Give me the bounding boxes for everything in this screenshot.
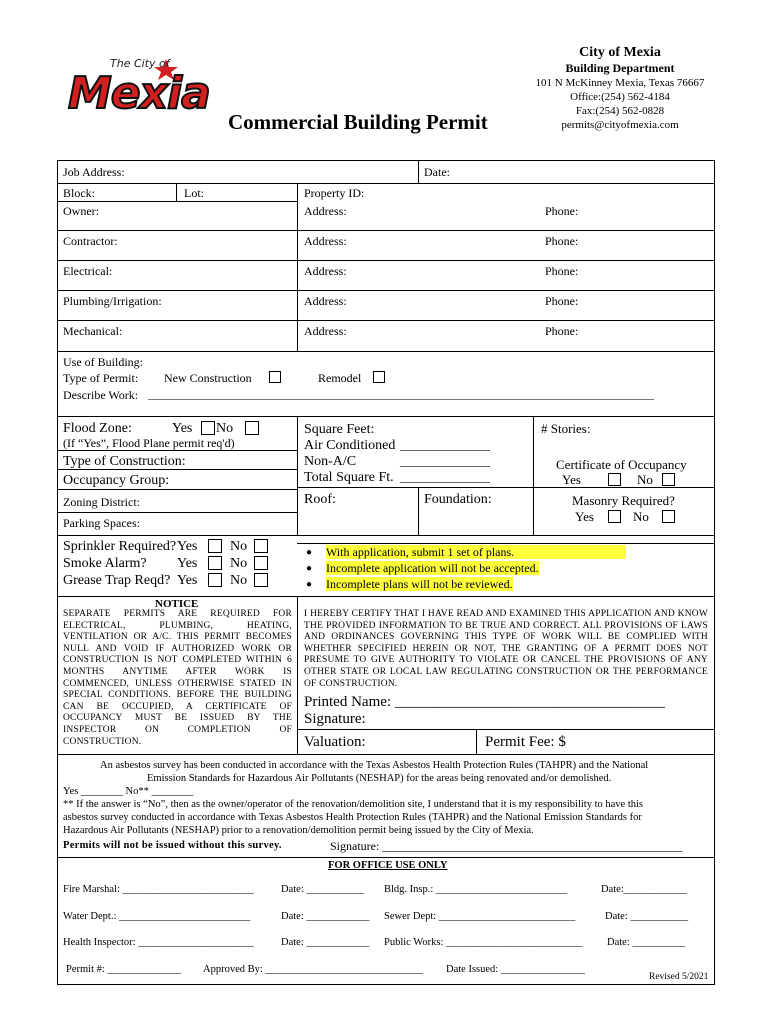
bullet-text: Incomplete plans will not be reviewed. <box>326 577 513 591</box>
flood-zone-label: Flood Zone: <box>63 421 132 436</box>
health-inspector-field[interactable]: Health Inspector: ______________________ <box>63 937 254 948</box>
sprinkler-no-label: No <box>230 539 248 554</box>
notice-text: SEPARATE PERMITS ARE REQUIRED FOR ELECTRICAL, PLUMBING, HEATING, VENTILATION OR A/C. THIS PERMIT BECOMES NULL AND VOID IF AUTHORIZED WORK OR CONSTRUCTION IS NOT COMPLETED WITHIN 6 MONTHS ANYTIME AFTER WORK IS COMMENCED, UNLESS OTHERWISE STATED IN SPECIAL CONDITIONS. BEFORE THE BUILDING CAN BE OCCUPIED, A CERTIFICATE OF OCCUPANCY MUST BE ISSUED BY THE INSPECTOR ON COMPLETION OF CONSTRUCTION. <box>63 609 292 747</box>
air-conditioned-field[interactable]: _______________ <box>400 438 490 452</box>
city-office-phone: Office:(254) 562-4184 <box>570 91 670 103</box>
masonry-no-label: No <box>633 509 649 524</box>
remodel-label: Remodel <box>318 371 362 385</box>
bldg-insp-date[interactable]: Date:____________ <box>601 884 687 895</box>
smoke-yes-label: Yes <box>177 556 198 571</box>
zoning-label: Zoning District: <box>63 495 140 509</box>
fire-marshal-date[interactable]: Date: ___________ <box>281 884 365 895</box>
certify-text: I HEREBY CERTIFY THAT I HAVE READ AND EXAMINED THIS APPLICATION AND KNOW THE PROVIDED INFORMATION TO BE TRUE AND CORRECT. ALL PROVISIONS OF LAWS AND ORDINANCES GOVERNING THIS TYPE OF WORK WILL BE COMPLIED WITH WHETHER SPECIFIED HEREIN OR NOT, THE GRANTING OF A PERMIT DOES NOT PRESUME TO GIVE AUTHORITY TO VIOLATE OR CANCEL THE PROVISIONS OF ANY OTHER STATE OR LOCAL LAW REGULATING CONSTRUCTION OR THE PERFORMANCE OF CONSTRUCTION. <box>304 609 708 689</box>
non-ac-label: Non-A/C <box>304 454 357 469</box>
smoke-no-checkbox[interactable] <box>254 556 268 570</box>
masonry-no-checkbox[interactable] <box>662 510 675 523</box>
electrical-address-label: Address: <box>304 264 347 278</box>
sewer-dept-date[interactable]: Date: ___________ <box>605 911 689 922</box>
permit-fee-label[interactable]: Permit Fee: $ <box>485 734 566 750</box>
describe-work-label: Describe Work: <box>63 388 139 402</box>
health-inspector-date[interactable]: Date: ____________ <box>281 937 370 948</box>
mechanical-phone-label: Phone: <box>545 324 579 338</box>
new-construction-label: New Construction <box>164 371 252 385</box>
electrical-label: Electrical: <box>63 264 113 278</box>
signature-label[interactable]: Signature: <box>304 711 366 727</box>
smoke-no-label: No <box>230 556 248 571</box>
cert-occupancy-label: Certificate of Occupancy <box>556 457 687 472</box>
mechanical-label: Mechanical: <box>63 324 123 338</box>
plumbing-phone-label: Phone: <box>545 294 579 308</box>
owner-label: Owner: <box>63 204 99 218</box>
city-name: City of Mexia <box>579 45 661 60</box>
mechanical-address-label: Address: <box>304 324 347 338</box>
flood-note: (If “Yes”, Flood Plane permit req'd) <box>63 436 235 450</box>
sewer-dept-field[interactable]: Sewer Dept: __________________________ <box>384 911 576 922</box>
grease-no-checkbox[interactable] <box>254 573 268 587</box>
plumbing-label: Plumbing/Irrigation: <box>63 294 162 308</box>
contractor-phone-label: Phone: <box>545 234 579 248</box>
plans-bullets: ● With application, submit 1 set of plans. ● Incomplete application will not be accepted. ● Incomplete plans will not be reviewed. <box>306 545 646 593</box>
plumbing-address-label: Address: <box>304 294 347 308</box>
revised-note: Revised 5/2021 <box>649 972 709 982</box>
type-of-permit-label: Type of Permit: <box>63 371 139 385</box>
air-conditioned-label: Air Conditioned <box>304 438 396 453</box>
non-ac-field[interactable]: _______________ <box>400 454 490 468</box>
describe-work-line[interactable]: ____________________________________________________________________________________________ <box>148 389 654 401</box>
owner-address-label: Address: <box>304 204 347 218</box>
date-label: Date: <box>424 165 450 179</box>
bldg-insp-field[interactable]: Bldg. Insp.: _________________________ <box>384 884 568 895</box>
grease-yes-checkbox[interactable] <box>208 573 222 587</box>
asbestos-yes-no[interactable]: Yes ________ No** ________ <box>63 786 194 797</box>
use-of-building-label: Use of Building: <box>63 355 143 369</box>
printed-name-field[interactable]: Printed Name: ____________________________________ <box>304 694 665 710</box>
owner-phone-label: Phone: <box>545 204 579 218</box>
job-address-field[interactable] <box>140 162 410 181</box>
masonry-yes-label: Yes <box>575 509 594 524</box>
smoke-yes-checkbox[interactable] <box>208 556 222 570</box>
date-issued-field[interactable]: Date Issued: ________________ <box>446 964 585 975</box>
grease-trap-label: Grease Trap Reqd? <box>63 573 171 588</box>
type-of-construction-label: Type of Construction: <box>63 454 186 469</box>
contractor-address-label: Address: <box>304 234 347 248</box>
date-field[interactable] <box>456 162 706 181</box>
asbestos-line5: Hazardous Air Pollutants (NESHAP) prior to a renovation/demolition permit being issued by the City of Mexia. <box>63 825 534 836</box>
stories-label: # Stories: <box>541 421 591 436</box>
asbestos-line3: ** If the answer is “No”, then as the owner/operator of the renovation/demolition site, I understand that it is my responsibility to have this <box>63 799 643 810</box>
roof-label: Roof: <box>304 492 336 507</box>
logo-big-text: Mexia <box>68 68 210 119</box>
flood-no-label: No <box>216 421 234 436</box>
logo-small-text: The City of <box>110 57 170 70</box>
property-id-label: Property ID: <box>304 186 365 200</box>
masonry-yes-checkbox[interactable] <box>608 510 621 523</box>
notice-title: NOTICE <box>155 598 199 610</box>
sprinkler-yes-checkbox[interactable] <box>208 539 222 553</box>
grease-no-label: No <box>230 573 248 588</box>
bullet-text: With application, submit 1 set of plans. <box>326 545 626 559</box>
flood-yes-label: Yes <box>172 421 193 436</box>
foundation-label: Foundation: <box>424 492 492 507</box>
public-works-date[interactable]: Date: __________ <box>607 937 685 948</box>
asbestos-line4: asbestos survey conducted in accordance with Texas Asbestos Health Protection Rules (TAHPR) and the National Emission Standards for <box>63 812 642 823</box>
occupancy-group-label: Occupancy Group: <box>63 473 170 488</box>
water-dept-date[interactable]: Date: ____________ <box>281 911 370 922</box>
co-no-checkbox[interactable] <box>662 473 675 486</box>
total-sq-ft-label: Total Square Ft. <box>304 470 394 485</box>
masonry-label: Masonry Required? <box>572 493 675 508</box>
grease-yes-label: Yes <box>177 573 198 588</box>
square-feet-label: Square Feet: <box>304 422 375 437</box>
new-construction-checkbox[interactable] <box>269 371 281 383</box>
total-sq-ft-field[interactable]: _______________ <box>400 470 490 484</box>
flood-yes-checkbox[interactable] <box>201 421 215 435</box>
city-email: permits@cityofmexia.com <box>561 119 679 131</box>
page-title: Commercial Building Permit <box>228 110 488 134</box>
asbestos-signature[interactable]: Signature: __________________________________________________ <box>330 839 683 853</box>
lot-label: Lot: <box>184 186 204 200</box>
asbestos-line1: An asbestos survey has been conducted in accordance with the Texas Asbestos Health Protection Rules (TAHPR) and the National <box>100 760 649 771</box>
city-logo <box>66 55 210 125</box>
co-yes-checkbox[interactable] <box>608 473 621 486</box>
remodel-checkbox[interactable] <box>373 371 385 383</box>
block-label: Block: <box>63 186 95 200</box>
flood-no-checkbox[interactable] <box>245 421 259 435</box>
smoke-alarm-label: Smoke Alarm? <box>63 556 147 571</box>
city-info <box>520 44 720 132</box>
sprinkler-yes-label: Yes <box>177 539 198 554</box>
asbestos-line2: Emission Standards for Hazardous Air Pollutants (NESHAP) for the areas being renovated and/or demolished. <box>147 773 612 784</box>
electrical-phone-label: Phone: <box>545 264 579 278</box>
sprinkler-label: Sprinkler Required? <box>63 539 177 554</box>
water-dept-field[interactable]: Water Dept.: _________________________ <box>63 911 251 922</box>
sprinkler-no-checkbox[interactable] <box>254 539 268 553</box>
co-no-label: No <box>637 472 653 487</box>
bullet-text: Incomplete application will not be accepted. <box>326 561 539 575</box>
public-works-field[interactable]: Public Works: __________________________ <box>384 937 583 948</box>
city-fax: Fax:(254) 562-0828 <box>575 105 665 117</box>
asbestos-bold-note: Permits will not be issued without this survey. <box>63 840 282 851</box>
permit-number-field[interactable]: Permit #: ______________ <box>66 964 181 975</box>
fire-marshal-field[interactable]: Fire Marshal: _________________________ <box>63 884 254 895</box>
valuation-label[interactable]: Valuation: <box>304 734 366 750</box>
job-address-label: Job Address: <box>63 165 125 179</box>
parking-label: Parking Spaces: <box>63 516 140 530</box>
approved-by-field[interactable]: Approved By: ______________________________ <box>203 964 423 975</box>
office-use-title: FOR OFFICE USE ONLY <box>328 860 448 871</box>
contractor-label: Contractor: <box>63 234 118 248</box>
city-address: 101 N McKinney Mexia, Texas 76667 <box>535 77 705 89</box>
co-yes-label: Yes <box>562 472 581 487</box>
city-dept: Building Department <box>565 61 675 75</box>
